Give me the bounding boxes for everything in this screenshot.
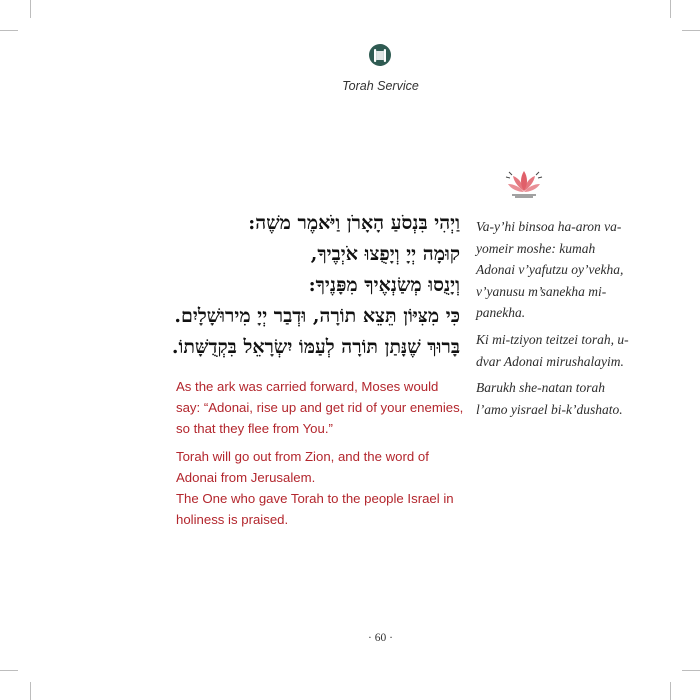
english-paragraph: As the ark was carried forward, Moses would say: “Adonai, rise up and get rid of your enemies, so that they flee from You.” (176, 379, 464, 436)
transliteration-paragraph: Va-y’hi binsoa ha-aron va-yomeir moshe: kumah Adonai v’yafutzu oy’vekha, v’yanusu m’sanekha mi-panekha. (476, 219, 624, 321)
hebrew-line: וַיְהִי בִּנְסֹעַ הָאָרֹן וַיֹּאמֶר משֶׁה: (248, 212, 460, 234)
hebrew-line: קוּמָה יְיָ וְיָפֻצוּ אֹיְבֶיךָ, (310, 243, 460, 265)
crop-mark-right-bottom (682, 670, 700, 671)
page-number: · 60 · (368, 632, 393, 644)
crop-mark-top-right (670, 0, 671, 18)
section-title: Torah Service (342, 79, 419, 93)
hebrew-line: בָּרוּךְ שֶׁנָּתַן תּוֹרָה לְעַמּוֹ יִשְׂרָאֵל בִּקְדֻשָּׁתוֹ. (171, 336, 460, 358)
crop-mark-bottom-left (30, 682, 31, 700)
hebrew-text-block (160, 208, 460, 363)
crop-mark-right-top (682, 30, 700, 31)
english-paragraph: The One who gave Torah to the people Israel in holiness is praised. (176, 491, 454, 527)
crop-mark-bottom-right (670, 682, 671, 700)
english-paragraph: Torah will go out from Zion, and the word of Adonai from Jerusalem. (176, 449, 429, 485)
lotus-icon (503, 168, 545, 198)
transliteration-paragraph: Barukh she-natan torah l’amo yisrael bi-k’dushato. (476, 380, 623, 417)
hebrew-line: כִּי מִצִּיּוֹן תֵּצֵא תוֹרָה, וּדְבַר יְיָ מִירוּשָׁלָיִם. (174, 305, 460, 327)
crop-mark-left-bottom (0, 670, 18, 671)
crop-mark-top-left (30, 0, 31, 18)
transliteration-paragraph: Ki mi-tziyon teitzei torah, u-dvar Adonai mirushalayim. (476, 331, 629, 369)
english-translation (176, 376, 466, 530)
transliteration-block (476, 216, 636, 420)
hebrew-line: וְיָנֻסוּ מְשַׂנְאֶיךָ מִפָּנֶיךָ: (308, 274, 460, 296)
torah-scroll-icon (369, 44, 391, 66)
crop-mark-left-top (0, 30, 18, 31)
